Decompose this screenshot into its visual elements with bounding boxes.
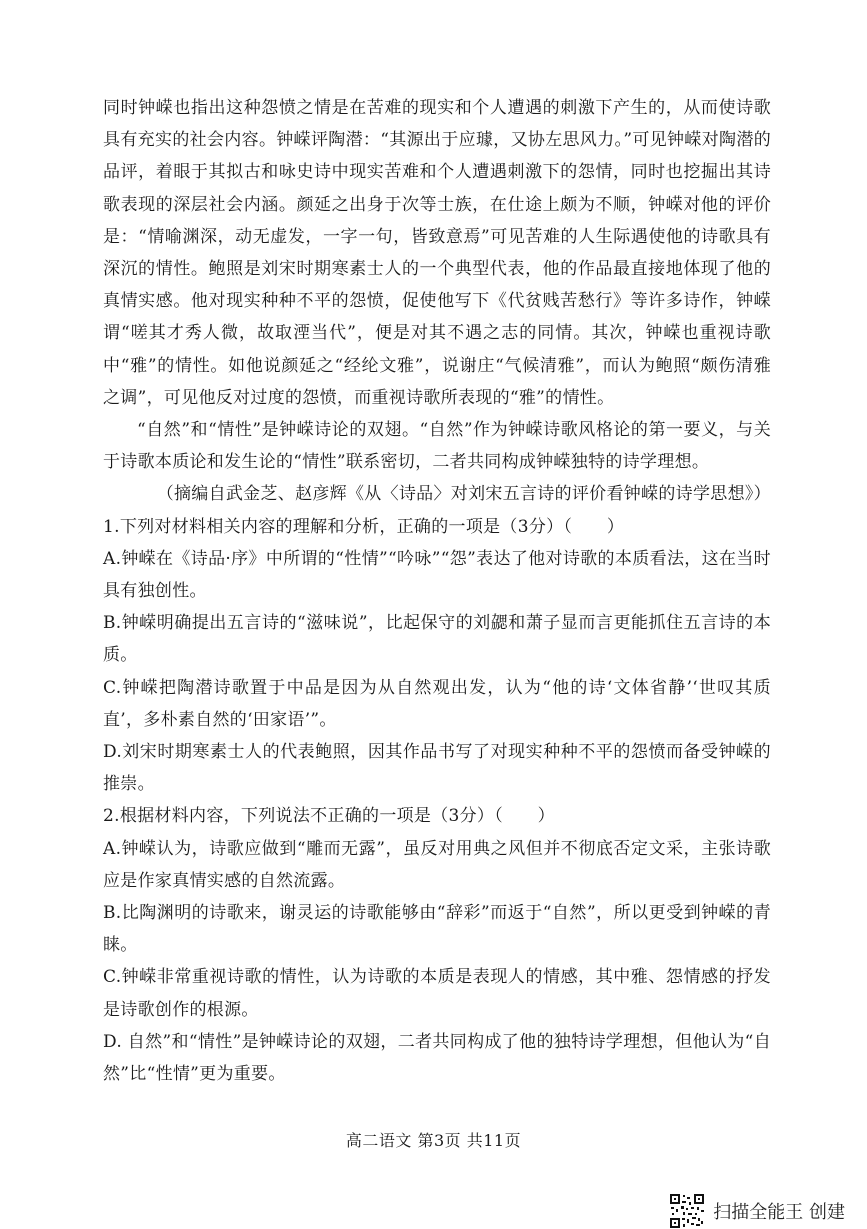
option-d: D.刘宋时期寒素士人的代表鲍照，因其作品书写了对现实种种不平的怨愤而备受钟嵘的推崇。 (103, 742, 771, 795)
option-c: C.钟嵘把陶潜诗歌置于中品是因为从自然观出发，认为“他的诗‘文体省静’‘世叹其质直’，多朴素自然的‘田家语’”。 (103, 677, 771, 730)
question-stem: 1.下列对材料相关内容的理解和分析，正确的一项是（3分）（ ） (103, 516, 625, 537)
source-citation: （摘编自武金芝、赵彦辉《从〈诗品〉对刘宋五言诗的评价看钟嵘的诗学思想》） (156, 484, 771, 505)
option-d: D. 自然”和“情性”是钟嵘诗论的双翅，二者共同构成了他的独特诗学理想，但他认为“自然”比“性情”更为重要。 (103, 1031, 771, 1085)
question-1 (103, 511, 771, 801)
qr-code-icon (669, 1193, 705, 1229)
question-stem: 2.根据材料内容，下列说法不正确的一项是（3分）（ ） (103, 806, 555, 827)
option-b: B.比陶渊明的诗歌来，谢灵运的诗歌能够由“辞彩”而返于“自然”，所以更受到钟嵘的青睐。 (103, 903, 771, 956)
page-footer: 高二语文 第3页 共11页 (345, 1131, 522, 1150)
document-body (103, 92, 771, 1090)
question-2 (103, 800, 771, 1090)
option-b: B.钟嵘明确提出五言诗的“滋味说”，比起保守的刘勰和萧子显而言更能抓住五言诗的本质。 (103, 613, 771, 666)
watermark-text: 扫描全能王 创建 (713, 1202, 845, 1223)
paragraph-2: “自然”和“情性”是钟嵘诗论的双翅。“自然”作为钟嵘诗歌风格论的第一要义，与关于诗歌本质论和发生论的“情性”联系密切，二者共同构成钟嵘独特的诗学理想。 (103, 420, 771, 473)
scanner-watermark (669, 1193, 845, 1229)
paragraph-1: 同时钟嵘也指出这种怨愤之情是在苦难的现实和个人遭遇的刺激下产生的，从而使诗歌具有充实的社会内容。钟嵘评陶潜：“其源出于应璩，又协左思风力。”可见钟嵘对陶潜的品评，着眼于其拟古和咏史诗中现实苦难和个人遭遇刺激下的怨情，同时也挖掘出其诗歌表现的深层社会内涵。颜延之出身于次等士族，在仕途上颇为不顺，钟嵘对他的评价是：“情喻渊深，动无虚发，一字一句，皆致意焉”可见苦难的人生际遇使他的诗歌具有深沉的情性。鲍照是刘宋时期寒素士人的一个典型代表，他的作品最直接地体现了他的真情实感。他对现实种种不平的怨愤，促使他写下《代贫贱苦愁行》等许多诗作，钟嵘谓“嗟其才秀人微，故取湮当代”，便是对其不遇之志的同情。其次，钟嵘也重视诗歌中“雅”的情性。如他说颜延之“经纶文雅”，说谢庄“气候清雅”，而认为鲍照“颇伤清雅之调”，可见他反对过度的怨愤，而重视诗歌所表现的“雅”的情性。 (103, 98, 771, 408)
option-a: A.钟嵘认为，诗歌应做到“雕而无露”，虽反对用典之风但并不彻底否定文采，主张诗歌应是作家真情实感的自然流露。 (103, 838, 771, 891)
option-c: C.钟嵘非常重视诗歌的情性，认为诗歌的本质是表现人的情感，其中雅、怨情感的抒发是诗歌创作的根源。 (103, 967, 771, 1020)
option-a: A.钟嵘在《诗品·序》中所谓的“性情”“吟咏”“怨”表达了他对诗歌的本质看法，这在当时具有独创性。 (103, 548, 771, 602)
